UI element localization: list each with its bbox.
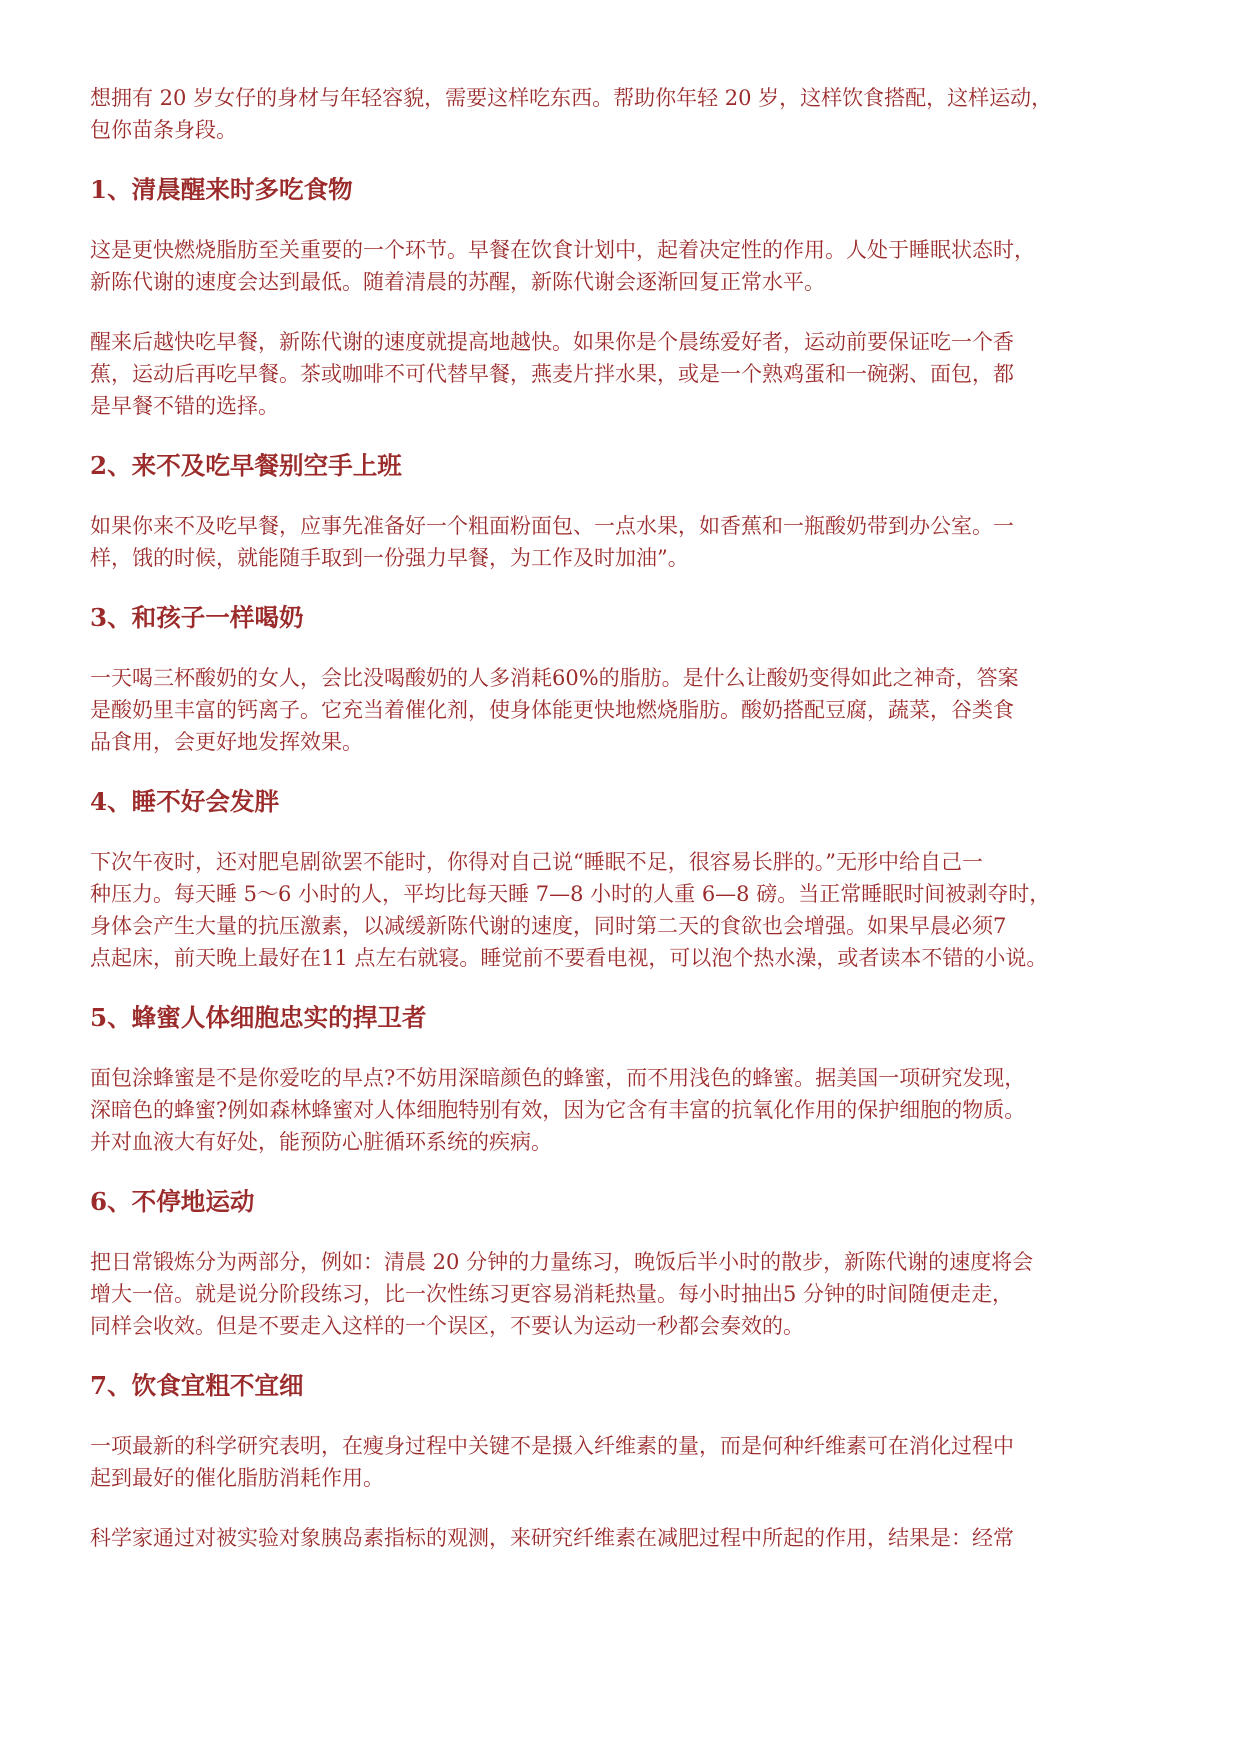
- section-6-paragraph-1: 把日常锻炼分为两部分，例如：清晨 20 分钟的力量练习，晚饭后半小时的散步，新陈代谢的速度将会 增大一倍。就是说分阶段练习，比一次性练习更容易消耗热量。每小时抽出5 分钟的时间随便走走， 同样会收效。但是不要走入这样的一个误区，不要认为运动一秒都会奏效的。: [90, 1250, 1034, 1338]
- section-3-paragraph-1: 一天喝三杯酸奶的女人，会比没喝酸奶的人多消耗60%的脂肪。是什么让酸奶变得如此之神奇，答案 是酸奶里丰富的钙离子。它充当着催化剂，使身体能更快地燃烧脂肪。酸奶搭配豆腐，蔬菜，谷类食 品食用，会更好地发挥效果。: [90, 666, 1019, 754]
- section-4-paragraph-1: 下次午夜时，还对肥皂剧欲罢不能时，你得对自己说“睡眠不足，很容易长胖的。”无形中给自己一 种压力。每天睡 5～6 小时的人，平均比每天睡 7—8 小时的人重 6—8 磅。当正常睡眠时间被剥夺时， 身体会产生大量的抗压激素，以减缓新陈代谢的速度，同时第二天的食欲也会增强。如果早晨必须7 点起床，前天晚上最好在11 点左右就寝。睡觉前不要看电视，可以泡个热水澡，或者读本不错的小说。: [90, 850, 1051, 970]
- section-7-paragraph-2: 科学家通过对被实验对象胰岛素指标的观测，来研究纤维素在减肥过程中所起的作用，结果是：经常: [90, 1526, 1014, 1550]
- intro-paragraph: 想拥有 20 岁女仔的身材与年轻容貌，需要这样吃东西。帮助你年轻 20 岁，这样饮食搭配，这样运动， 包你苗条身段。: [90, 86, 1053, 142]
- section-heading-2: 2、来不及吃早餐别空手上班: [90, 451, 402, 480]
- section-5-paragraph-1: 面包涂蜂蜜是不是你爱吃的早点?不妨用深暗颜色的蜂蜜，而不用浅色的蜂蜜。据美国一项研究发现， 深暗色的蜂蜜?例如森林蜂蜜对人体细胞特别有效，因为它含有丰富的抗氧化作用的保护细胞的物质。 并对血液大有好处，能预防心脏循环系统的疾病。: [90, 1066, 1026, 1154]
- document-body: [90, 82, 1180, 1582]
- section-1-paragraph-2: 醒来后越快吃早餐，新陈代谢的速度就提高地越快。如果你是个晨练爱好者，运动前要保证吃一个香 蕉，运动后再吃早餐。茶或咖啡不可代替早餐，燕麦片拌水果，或是一个熟鸡蛋和一碗粥、面包，都 是早餐不错的选择。: [90, 330, 1014, 418]
- section-1-paragraph-1: 这是更快燃烧脂肪至关重要的一个环节。早餐在饮食计划中，起着决定性的作用。人处于睡眠状态时， 新陈代谢的速度会达到最低。随着清晨的苏醒，新陈代谢会逐渐回复正常水平。: [90, 238, 1035, 294]
- section-heading-7: 7、饮食宜粗不宜细: [90, 1371, 304, 1400]
- section-heading-5: 5、蜂蜜人体细胞忠实的捍卫者: [90, 1003, 427, 1032]
- section-heading-1: 1、清晨醒来时多吃食物: [90, 175, 353, 204]
- section-heading-4: 4、睡不好会发胖: [90, 787, 280, 816]
- section-7-paragraph-1: 一项最新的科学研究表明，在瘦身过程中关键不是摄入纤维素的量，而是何种纤维素可在消化过程中 起到最好的催化脂肪消耗作用。: [90, 1434, 1014, 1490]
- section-heading-3: 3、和孩子一样喝奶: [90, 603, 304, 632]
- section-heading-6: 6、不停地运动: [90, 1187, 255, 1216]
- section-2-paragraph-1: 如果你来不及吃早餐，应事先准备好一个粗面粉面包、一点水果，如香蕉和一瓶酸奶带到办公室。一 样，饿的时候，就能随手取到一份强力早餐，为工作及时加油”。: [90, 514, 1014, 570]
